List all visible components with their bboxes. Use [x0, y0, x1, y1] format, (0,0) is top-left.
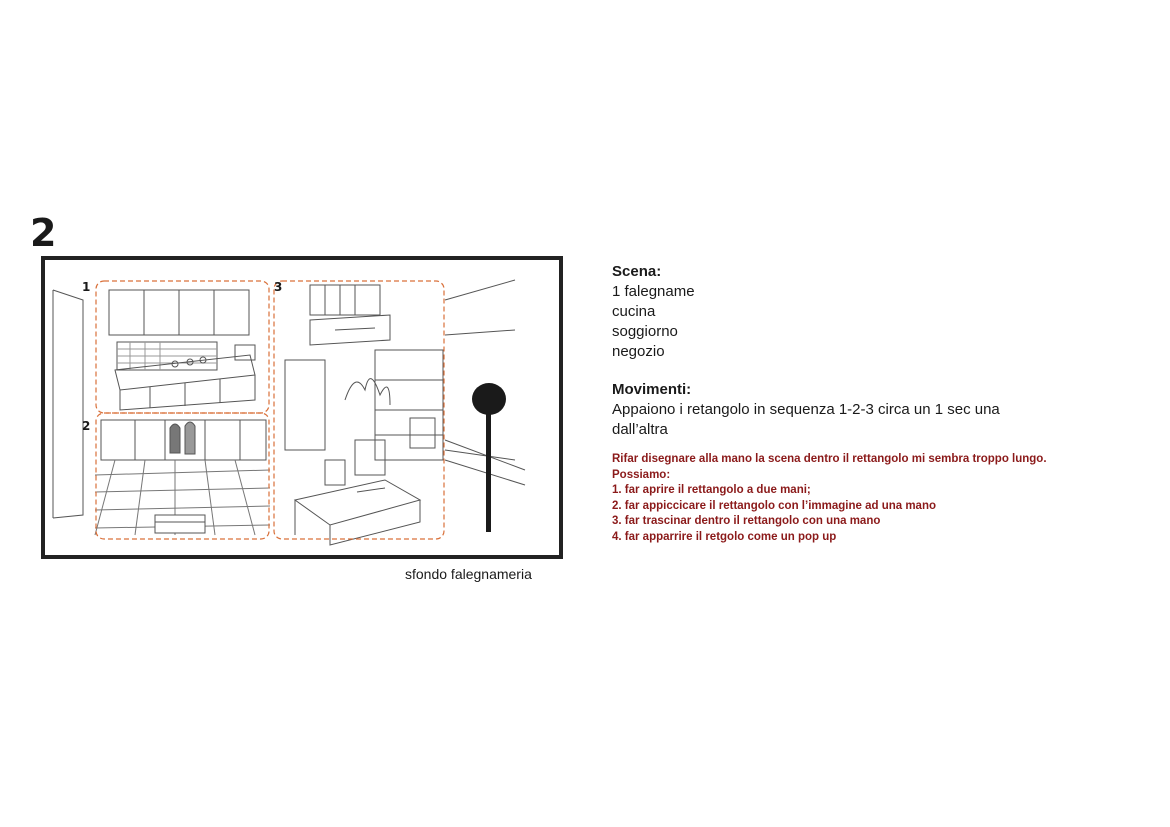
comment-line: 3. far trascinar dentro il rettangolo con una mano — [612, 515, 881, 527]
comment-line: 1. far aprire il rettangolo a due mani; — [612, 484, 811, 496]
movimenti-line: Appaiono i retangolo in sequenza 1-2-3 circa un 1 sec una — [612, 401, 1000, 418]
comment-line: Possiamo: — [612, 468, 671, 481]
scena-item: soggiorno — [612, 323, 678, 340]
notes-panel — [612, 262, 1132, 545]
kitchen-sketch — [109, 290, 255, 410]
page-number: 2 — [30, 211, 57, 255]
scena-heading: Scena: — [612, 263, 662, 280]
scena-item: 1 falegname — [612, 283, 695, 300]
living-room-sketch — [285, 285, 443, 545]
movimenti-heading: Movimenti: — [612, 381, 692, 398]
sequence-label-2: 2 — [82, 419, 91, 433]
comment-line: 2. far appiccicare il rettangolo con l’immagine ad una mano — [612, 499, 936, 512]
movimenti-line: dall’altra — [612, 421, 668, 438]
comment-line: 4. far apparrire il retgolo come un pop up — [612, 530, 837, 543]
comment-line: Rifar disegnare alla mano la scena dentro il rettangolo mi sembra troppo lungo. — [612, 453, 1047, 465]
sequence-box-1 — [96, 281, 269, 413]
scena-item: negozio — [612, 343, 665, 360]
scena-item: cucina — [612, 303, 656, 320]
frame-caption: sfondo falegnameria — [405, 566, 532, 582]
shop-sketch — [95, 420, 270, 535]
storyboard-frame — [41, 256, 563, 559]
comments-block — [612, 452, 1132, 545]
sequence-label-3: 3 — [274, 280, 283, 294]
sequence-label-1: 1 — [82, 280, 91, 294]
sketch-illustration — [45, 260, 559, 555]
